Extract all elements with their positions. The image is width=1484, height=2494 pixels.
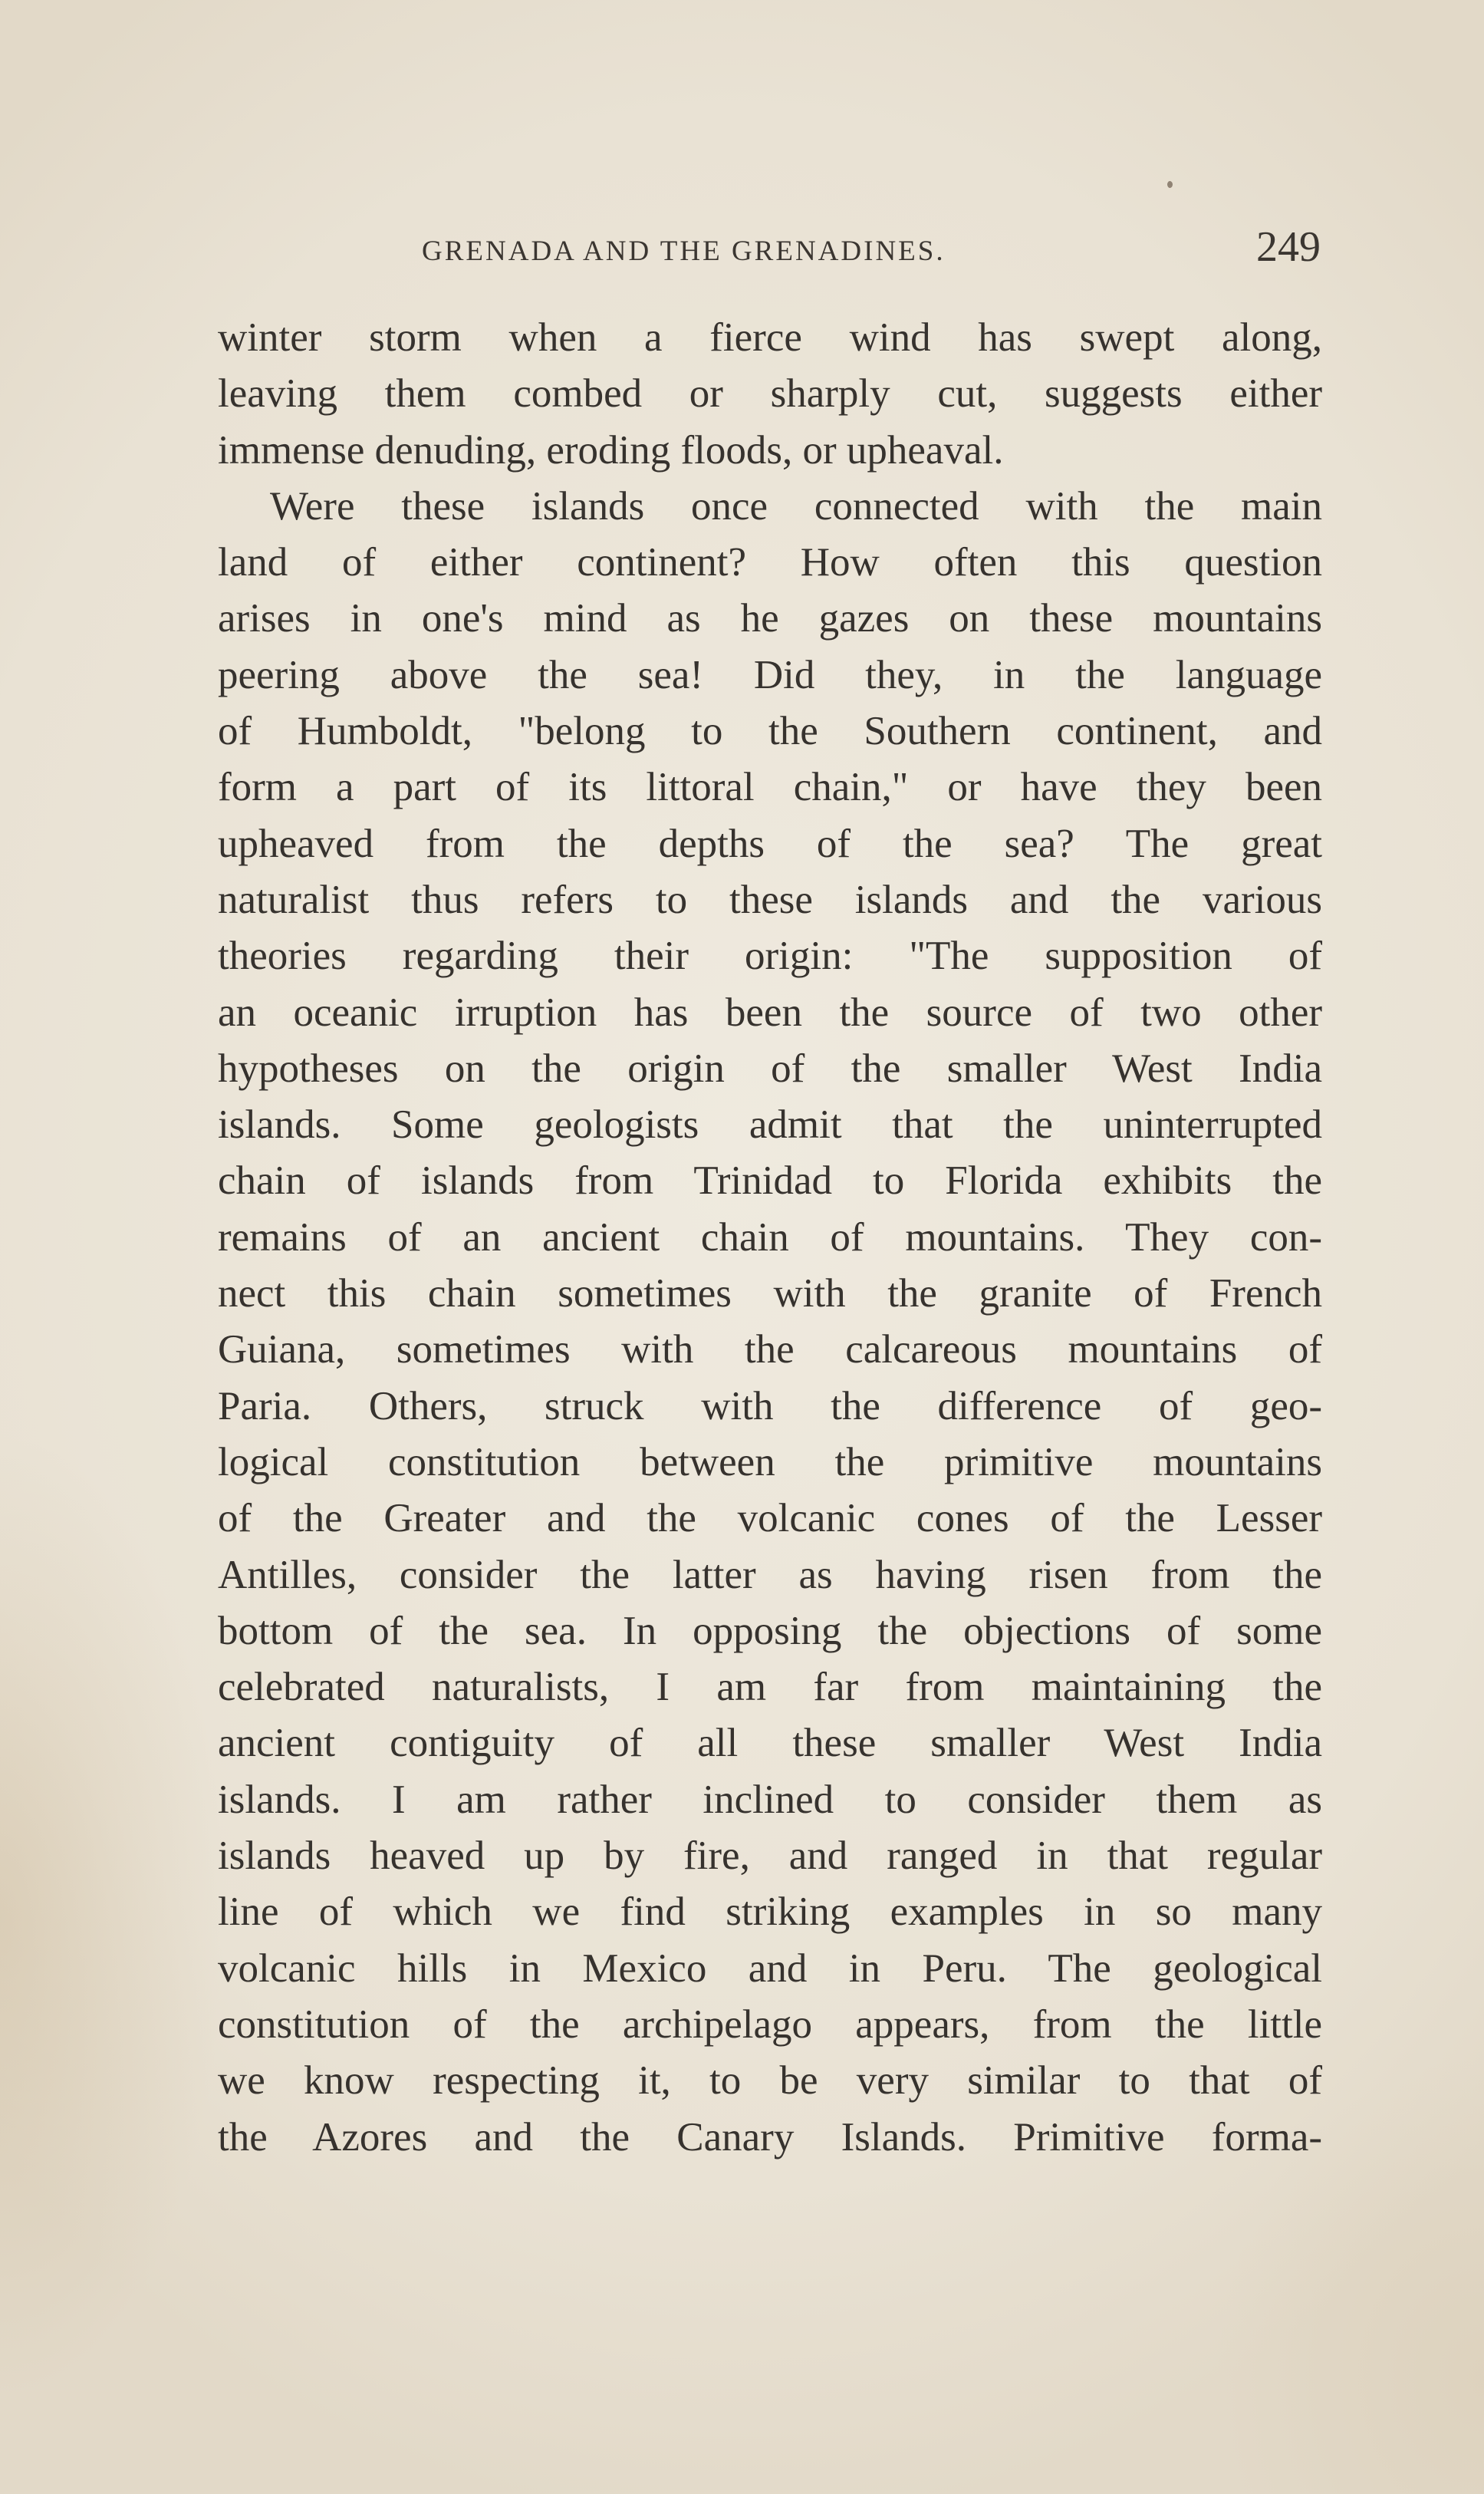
page-number: 249: [1256, 223, 1321, 271]
text-line: constitution of the archipelago appears, from the little: [218, 2001, 1322, 2047]
text-line: Guiana, sometimes with the calcareous mountains of: [218, 1327, 1322, 1372]
text-line: remains of an ancient chain of mountains. They con-: [218, 1214, 1322, 1260]
text-line: of Humboldt, "belong to the Southern continent, and: [218, 709, 1322, 754]
running-head: GRENADA AND THE GRENADINES.: [422, 236, 946, 267]
text-line: winter storm when a fierce wind has swept along,: [218, 315, 1322, 360]
text-line: celebrated naturalists, I am far from maintaining the: [218, 1665, 1322, 1710]
text-line: Were these islands once connected with the main: [270, 483, 1322, 529]
text-line: naturalist thus refers to these islands and the various: [218, 877, 1322, 922]
text-line: hypotheses on the origin of the smaller West India: [218, 1046, 1322, 1091]
text-line: land of either continent? How often this question: [218, 540, 1322, 585]
text-line: of the Greater and the volcanic cones of the Lesser: [218, 1496, 1322, 1541]
text-line: logical constitution between the primitive mountains: [218, 1439, 1322, 1484]
ink-speck: [1167, 181, 1173, 188]
text-line: volcanic hills in Mexico and in Peru. The geological: [218, 1945, 1322, 1991]
text-line: islands. Some geologists admit that the uninterrupted: [218, 1102, 1322, 1148]
text-line: Antilles, consider the latter as having risen from the: [218, 1552, 1322, 1597]
text-line: immense denuding, eroding floods, or upheaval.: [218, 427, 1004, 473]
text-line: chain of islands from Trinidad to Florida exhibits the: [218, 1158, 1322, 1204]
text-line: we know respecting it, to be very similar to that of: [218, 2058, 1322, 2104]
text-line: islands. I am rather inclined to consider them as: [218, 1777, 1322, 1822]
text-line: arises in one's mind as he gazes on these mountains: [218, 596, 1322, 641]
page-header: [216, 223, 1321, 273]
text-line: nect this chain sometimes with the granite of French: [218, 1271, 1322, 1316]
body-text: [218, 310, 1322, 2166]
text-line: bottom of the sea. In opposing the objections of some: [218, 1608, 1322, 1653]
text-line: ancient contiguity of all these smaller West India: [218, 1721, 1322, 1766]
text-line: upheaved from the depths of the sea? The great: [218, 821, 1322, 866]
text-line: the Azores and the Canary Islands. Primitive forma-: [218, 2114, 1322, 2160]
text-line: peering above the sea! Did they, in the language: [218, 652, 1322, 697]
text-line: line of which we find striking examples in so many: [218, 1889, 1322, 1935]
text-line: Paria. Others, struck with the difference of geo-: [218, 1383, 1322, 1428]
text-line: an oceanic irruption has been the source of two other: [218, 990, 1322, 1035]
text-line: theories regarding their origin: "The supposition of: [218, 934, 1322, 979]
text-line: leaving them combed or sharply cut, suggests either: [218, 371, 1322, 417]
text-line: form a part of its littoral chain," or have they been: [218, 765, 1322, 810]
text-line: islands heaved up by fire, and ranged in that regular: [218, 1833, 1322, 1879]
